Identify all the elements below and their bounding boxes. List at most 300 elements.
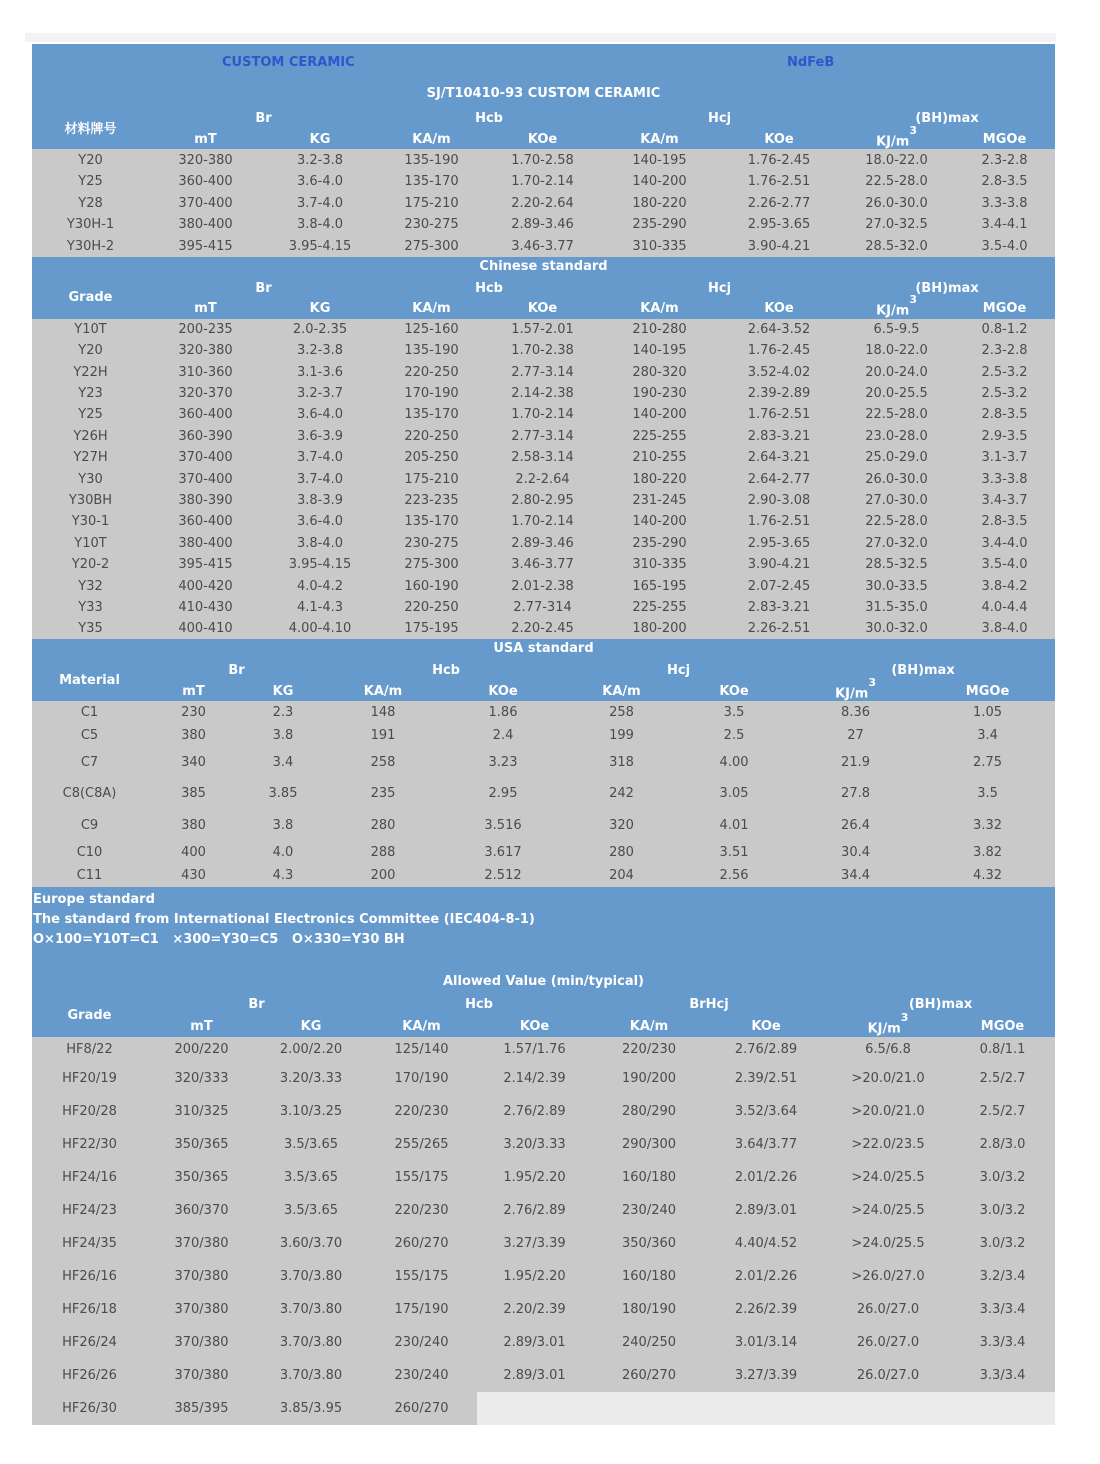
- value-cell: 2.89/3.01: [503, 1335, 566, 1351]
- grade-cell: HF26/30: [62, 1401, 117, 1417]
- value-cell: 21.9: [841, 754, 870, 770]
- value-cell: 240/250: [622, 1335, 677, 1351]
- superscript-3: 3: [909, 124, 917, 137]
- value-cell: 360/370: [174, 1203, 229, 1219]
- table-row: [32, 1037, 1055, 1062]
- value-cell: 3.6-4.0: [296, 174, 344, 190]
- value-cell: 4.0: [272, 844, 294, 860]
- table-row: [32, 810, 1055, 840]
- value-cell: 320-370: [178, 385, 233, 401]
- value-cell: 3.8: [272, 727, 294, 743]
- grade-cell: Y30H-1: [66, 217, 115, 233]
- value-cell: 6.5/6.8: [865, 1042, 911, 1058]
- grade-cell: Y26H: [73, 428, 108, 444]
- table-row: [32, 864, 1055, 887]
- table-row: [32, 1095, 1055, 1128]
- value-cell: 3.7-4.0: [296, 450, 344, 466]
- value-cell: 205-250: [404, 450, 459, 466]
- value-cell: 200-235: [178, 321, 233, 337]
- value-cell: 28.5-32.0: [865, 239, 928, 254]
- value-cell: 160-190: [404, 578, 459, 594]
- value-cell: 3.1-3.6: [296, 364, 344, 380]
- column-unit-header: KA/m: [363, 683, 403, 699]
- grade-cell: Y30-1: [71, 514, 110, 530]
- value-cell: 3.2-3.8: [296, 343, 344, 359]
- value-cell: 3.4-3.7: [981, 492, 1028, 508]
- value-cell: >24.0/25.5: [851, 1203, 925, 1219]
- value-cell: 3.5/3.65: [284, 1203, 338, 1219]
- value-cell: 2.75: [973, 754, 1002, 770]
- value-cell: 1.70-2.14: [511, 174, 574, 190]
- value-cell: 2.76/2.89: [503, 1203, 566, 1219]
- column-unit-header: KA/m: [412, 132, 451, 148]
- grade-cell: HF24/23: [62, 1203, 117, 1219]
- column-unit-header: KA/m: [412, 301, 451, 317]
- column-group-header: BrHcj: [689, 996, 729, 1012]
- value-cell: 2.90-3.08: [747, 492, 811, 508]
- value-cell: 1.57-2.01: [511, 321, 574, 337]
- value-cell: 175-210: [404, 195, 459, 211]
- value-cell: 148: [370, 704, 396, 720]
- value-cell: 2.76/2.89: [503, 1104, 566, 1120]
- europe-standard-note: [32, 887, 1055, 950]
- value-cell: 26.0-30.0: [865, 471, 928, 487]
- value-cell: 2.26-2.51: [747, 621, 811, 637]
- value-cell: 310-335: [632, 557, 687, 573]
- grade-cell: Y33: [78, 599, 103, 615]
- value-cell: 3.27/3.39: [503, 1236, 566, 1252]
- column-group-header: Hcj: [708, 110, 732, 126]
- value-cell: 320-380: [178, 152, 233, 168]
- value-cell: 180-200: [632, 621, 687, 637]
- value-cell: 2.8-3.5: [981, 514, 1028, 530]
- value-cell: 125-160: [404, 321, 459, 337]
- value-cell: 260/270: [394, 1236, 449, 1252]
- value-cell: 140-200: [632, 407, 687, 423]
- grade-column-header: Grade: [67, 1007, 112, 1023]
- column-unit-header: KOe: [764, 132, 794, 148]
- column-group-header: Hcb: [475, 110, 503, 126]
- value-cell: 3.4-4.0: [981, 535, 1028, 551]
- value-cell: 4.1-4.3: [296, 599, 344, 615]
- value-cell: 3.20/3.33: [503, 1137, 566, 1153]
- grade-cell: Y20: [78, 152, 103, 168]
- value-cell: 1.95/2.20: [503, 1269, 566, 1285]
- value-cell: 231-245: [632, 492, 687, 508]
- grade-cell: HF26/24: [62, 1335, 117, 1351]
- value-cell: 320-380: [178, 343, 233, 359]
- value-cell: 3.5-4.0: [981, 557, 1028, 573]
- value-cell: 2.00/2.20: [279, 1042, 343, 1058]
- value-cell: 3.51: [719, 844, 749, 860]
- value-cell: 31.5-35.0: [865, 599, 928, 615]
- grade-cell: HF22/30: [62, 1137, 117, 1153]
- value-cell: [706, 1392, 826, 1425]
- grade-cell: C5: [80, 727, 99, 743]
- value-cell: 3.46-3.77: [511, 239, 574, 254]
- value-cell: 1.95/2.20: [503, 1170, 566, 1186]
- nav-link-custom-ceramic[interactable]: CUSTOM CERAMIC: [222, 55, 355, 70]
- table-row: [32, 1062, 1055, 1095]
- table-row: [32, 193, 1055, 215]
- value-cell: 1.70-2.58: [511, 152, 574, 168]
- value-cell: 230/240: [394, 1368, 449, 1384]
- value-cell: 370-400: [178, 450, 233, 466]
- value-cell: 3.70/3.80: [279, 1302, 343, 1318]
- grade-column-header: 材料牌号: [64, 122, 117, 138]
- value-cell: 400-410: [178, 621, 233, 637]
- value-cell: 2.77-3.14: [511, 428, 574, 444]
- value-cell: 2.39-2.89: [747, 385, 811, 401]
- value-cell: 2.8-3.5: [981, 407, 1028, 423]
- value-cell: 2.3: [272, 704, 294, 720]
- value-cell: 225-255: [632, 428, 687, 444]
- value-cell: 3.85/3.95: [279, 1401, 343, 1417]
- value-cell: 395-415: [178, 557, 233, 573]
- value-cell: 2.58-3.14: [511, 450, 574, 466]
- value-cell: 2.0-2.35: [292, 321, 348, 337]
- superscript-3: 3: [900, 1010, 909, 1024]
- value-cell: 2.83-3.21: [747, 428, 811, 444]
- table-row: [32, 404, 1055, 425]
- value-cell: 4.00-4.10: [288, 621, 352, 637]
- value-cell: 430: [181, 868, 206, 884]
- value-cell: 3.0/3.2: [979, 1170, 1026, 1186]
- value-cell: 225-255: [632, 599, 687, 615]
- table-row: [32, 840, 1055, 864]
- value-cell: 26.0-30.0: [865, 195, 928, 211]
- value-cell: 2.76/2.89: [734, 1042, 798, 1058]
- value-cell: 260/270: [394, 1401, 449, 1417]
- grade-cell: Y10T: [74, 535, 107, 551]
- table-row: [32, 723, 1055, 747]
- value-cell: 2.20-2.64: [511, 195, 574, 211]
- table-row: [32, 777, 1055, 810]
- table-row: [32, 426, 1055, 447]
- value-cell: 26.0/27.0: [856, 1368, 920, 1384]
- table-row: [32, 447, 1055, 468]
- value-cell: 125/140: [394, 1042, 449, 1058]
- value-cell: 3.7-4.0: [296, 195, 344, 211]
- value-cell: 2.64-2.77: [747, 471, 811, 487]
- value-cell: 1.70-2.14: [511, 407, 574, 423]
- grade-cell: Y30H-2: [66, 239, 115, 254]
- column-unit-header: MGOe: [980, 1018, 1025, 1034]
- value-cell: 3.8-3.9: [296, 492, 344, 508]
- table-row: [32, 171, 1055, 193]
- value-cell: 370/380: [174, 1335, 229, 1351]
- value-cell: 380-400: [178, 217, 233, 233]
- column-unit-header: KA/m: [402, 1018, 441, 1034]
- value-cell: 26.4: [841, 817, 870, 833]
- grade-cell: HF24/16: [62, 1170, 117, 1186]
- table-row: [32, 575, 1055, 596]
- value-cell: 310-335: [632, 239, 687, 254]
- table-row: [32, 1293, 1055, 1326]
- table-row: [32, 383, 1055, 404]
- grade-column-header: Grade: [68, 290, 113, 306]
- column-unit-header: $KJ/m^3$: [867, 1010, 909, 1037]
- value-cell: 155/175: [394, 1269, 449, 1285]
- value-cell: 2.512: [484, 868, 522, 884]
- value-cell: 400: [181, 844, 206, 860]
- value-cell: 27.0-32.5: [865, 217, 928, 233]
- value-cell: [950, 1392, 1055, 1425]
- table-row: [32, 1128, 1055, 1161]
- column-unit-header: $KJ/m^3$: [835, 675, 876, 702]
- value-cell: 310/325: [174, 1104, 229, 1120]
- grade-cell: C11: [76, 868, 103, 884]
- column-group-header: (BH)max: [915, 110, 979, 126]
- value-cell: 3.0/3.2: [979, 1236, 1026, 1252]
- value-cell: 210-255: [632, 450, 687, 466]
- value-cell: 155/175: [394, 1170, 449, 1186]
- table-row: [32, 319, 1055, 340]
- value-cell: 230-275: [404, 535, 459, 551]
- value-cell: 3.60/3.70: [279, 1236, 343, 1252]
- grade-cell: Y25: [78, 407, 103, 423]
- value-cell: 2.77-314: [513, 599, 572, 615]
- value-cell: 1.05: [973, 704, 1002, 720]
- value-cell: 380-400: [178, 535, 233, 551]
- grade-cell: Y27H: [73, 450, 108, 466]
- section-europe-and-allowed: [32, 887, 1055, 1425]
- table-row: [32, 468, 1055, 489]
- value-cell: 3.70/3.80: [279, 1368, 343, 1384]
- value-cell: 3.2/3.4: [979, 1269, 1026, 1285]
- value-cell: 2.5: [723, 727, 745, 743]
- value-cell: 160/180: [622, 1269, 677, 1285]
- value-cell: 3.3-3.8: [981, 195, 1028, 211]
- value-cell: 2.8/3.0: [979, 1137, 1026, 1153]
- section-sj-custom-ceramic: [32, 44, 1055, 257]
- value-cell: 280: [370, 817, 396, 833]
- value-cell: 258: [370, 754, 396, 770]
- column-group-header: Hcj: [708, 280, 732, 296]
- value-cell: 4.40/4.52: [734, 1236, 798, 1252]
- value-cell: 255/265: [394, 1137, 449, 1153]
- value-cell: 135-190: [404, 343, 459, 359]
- value-cell: 3.23: [488, 754, 518, 770]
- column-group-header: Br: [255, 280, 272, 296]
- column-group-header: (BH)max: [908, 996, 973, 1012]
- value-cell: 235: [370, 786, 396, 802]
- value-cell: >20.0/21.0: [851, 1104, 925, 1120]
- grade-cell: HF26/16: [62, 1269, 117, 1285]
- value-cell: 8.36: [841, 704, 870, 720]
- value-cell: 3.01/3.14: [734, 1335, 798, 1351]
- value-cell: 3.32: [973, 817, 1002, 833]
- column-unit-header: $KJ/m^3$: [876, 124, 917, 150]
- value-cell: 275-300: [404, 557, 459, 573]
- value-cell: 2.8-3.5: [981, 174, 1028, 190]
- grade-cell: Y20-2: [71, 557, 110, 573]
- table-allowed-value: [32, 993, 1055, 1425]
- value-cell: 400-420: [178, 578, 233, 594]
- column-group-header: Br: [255, 110, 272, 126]
- value-cell: 3.4-4.1: [981, 217, 1028, 233]
- value-cell: 275-300: [404, 239, 459, 254]
- value-cell: 3.52/3.64: [734, 1104, 798, 1120]
- value-cell: 30.4: [841, 844, 870, 860]
- column-unit-header: KOe: [719, 683, 749, 699]
- column-unit-header: MGOe: [965, 683, 1010, 699]
- column-unit-header: mT: [194, 301, 217, 317]
- value-cell: 2.80-2.95: [511, 492, 574, 508]
- column-unit-header: KG: [309, 301, 331, 317]
- value-cell: 190-230: [632, 385, 687, 401]
- value-cell: 175-210: [404, 471, 459, 487]
- column-group-header: Hcb: [475, 280, 503, 296]
- value-cell: 230/240: [394, 1335, 449, 1351]
- value-cell: 190/200: [622, 1071, 677, 1087]
- grade-cell: HF24/35: [62, 1236, 117, 1252]
- value-cell: 191: [370, 727, 396, 743]
- value-cell: 220-250: [404, 428, 459, 444]
- value-cell: 2.39/2.51: [734, 1071, 798, 1087]
- value-cell: 3.2-3.7: [296, 385, 344, 401]
- table-chinese-standard: [32, 277, 1055, 639]
- column-group-header: Br: [228, 662, 245, 678]
- value-cell: 350/365: [174, 1137, 229, 1153]
- table-row: [32, 236, 1055, 258]
- column-unit-header: KOe: [519, 1018, 550, 1034]
- value-cell: 135-190: [404, 152, 459, 168]
- column-unit-header: KA/m: [640, 301, 679, 317]
- value-cell: 3.5: [723, 704, 745, 720]
- value-cell: 2.26/2.39: [734, 1302, 798, 1318]
- value-cell: 3.90-4.21: [747, 239, 811, 254]
- grade-cell: Y28: [78, 195, 103, 211]
- value-cell: 140-200: [632, 174, 687, 190]
- grade-cell: HF26/26: [62, 1368, 117, 1384]
- value-cell: 310-360: [178, 364, 233, 380]
- value-cell: 3.70/3.80: [279, 1335, 343, 1351]
- column-group-header: Hcb: [432, 662, 460, 678]
- nav-link-ndfeb[interactable]: NdFeB: [787, 55, 835, 70]
- table-row: [32, 597, 1055, 618]
- table-row: [32, 1392, 1055, 1425]
- value-cell: 140-195: [632, 152, 687, 168]
- value-cell: 3.3/3.4: [979, 1368, 1026, 1384]
- column-unit-header: MGOe: [982, 301, 1027, 317]
- value-cell: 4.32: [973, 868, 1002, 884]
- value-cell: 3.95-4.15: [288, 239, 352, 254]
- value-cell: 3.8-4.0: [296, 217, 344, 233]
- column-unit-header: KG: [309, 132, 331, 148]
- value-cell: 170/190: [394, 1071, 449, 1087]
- value-cell: 20.0-25.5: [865, 385, 928, 401]
- value-cell: 235-290: [632, 535, 687, 551]
- value-cell: 199: [609, 727, 634, 743]
- value-cell: 242: [609, 786, 634, 802]
- table-row: [32, 554, 1055, 575]
- value-cell: 180-220: [632, 195, 687, 211]
- value-cell: 135-170: [404, 174, 459, 190]
- column-unit-header: KA/m: [602, 683, 641, 699]
- grade-cell: Y20: [78, 343, 103, 359]
- value-cell: 22.5-28.0: [865, 174, 928, 190]
- superscript-3: 3: [868, 675, 876, 689]
- value-cell: 22.5-28.0: [865, 407, 928, 423]
- value-cell: 220/230: [622, 1042, 677, 1058]
- spec-tables-content: [32, 44, 1055, 1425]
- value-cell: 258: [609, 704, 634, 720]
- value-cell: 2.89/3.01: [503, 1368, 566, 1384]
- value-cell: 370/380: [174, 1368, 229, 1384]
- table-row: [32, 361, 1055, 382]
- value-cell: 3.7-4.0: [296, 471, 344, 487]
- value-cell: 2.3-2.8: [981, 152, 1028, 168]
- table-title-sj: SJ/T10410-93 CUSTOM CERAMIC: [426, 86, 661, 101]
- value-cell: 170-190: [404, 385, 459, 401]
- value-cell: 160/180: [622, 1170, 677, 1186]
- table-row: [32, 1260, 1055, 1293]
- value-cell: 3.3-3.8: [981, 471, 1028, 487]
- value-cell: 3.27/3.39: [734, 1368, 798, 1384]
- table-title-allowed-value: Allowed Value (min/typical): [442, 974, 644, 990]
- value-cell: >24.0/25.5: [851, 1236, 925, 1252]
- value-cell: 3.20/3.33: [279, 1071, 343, 1087]
- value-cell: 27: [847, 727, 864, 743]
- column-unit-header: KOe: [527, 132, 558, 148]
- grade-cell: C9: [80, 817, 99, 833]
- value-cell: 2.01/2.26: [734, 1269, 798, 1285]
- value-cell: 20.0-24.0: [865, 364, 928, 380]
- column-unit-header: mT: [182, 683, 205, 699]
- europe-standard-heading: Europe standard: [33, 892, 155, 908]
- column-unit-header: MGOe: [982, 132, 1027, 148]
- value-cell: 220-250: [404, 364, 459, 380]
- value-cell: 3.6-3.9: [296, 428, 344, 444]
- value-cell: 3.6-4.0: [296, 514, 344, 530]
- value-cell: 3.64/3.77: [734, 1137, 798, 1153]
- table-row: [32, 533, 1055, 554]
- column-unit-header: KA/m: [640, 132, 679, 148]
- value-cell: 25.0-29.0: [865, 450, 928, 466]
- value-cell: 380: [181, 727, 206, 743]
- value-cell: 290/300: [622, 1137, 677, 1153]
- value-cell: 27.0-32.0: [865, 535, 928, 551]
- value-cell: 210-280: [632, 321, 687, 337]
- value-cell: 3.5: [977, 786, 998, 802]
- value-cell: 2.64-3.52: [747, 321, 811, 337]
- value-cell: 385/395: [174, 1401, 229, 1417]
- value-cell: 2.5/2.7: [979, 1071, 1026, 1087]
- grade-cell: HF20/28: [62, 1104, 117, 1120]
- value-cell: 395-415: [178, 239, 233, 254]
- value-cell: 18.0-22.0: [865, 152, 928, 168]
- column-unit-header: KOe: [527, 301, 558, 317]
- value-cell: 2.2-2.64: [515, 471, 570, 487]
- value-cell: 1.76-2.51: [747, 174, 811, 190]
- value-cell: 2.07-2.45: [747, 578, 811, 594]
- grade-cell: C1: [80, 704, 99, 720]
- column-unit-header: KOe: [764, 301, 794, 317]
- value-cell: 1.76-2.45: [747, 152, 811, 168]
- value-cell: >20.0/21.0: [851, 1071, 925, 1087]
- value-cell: >22.0/23.5: [851, 1137, 925, 1153]
- value-cell: 320: [609, 817, 634, 833]
- value-cell: 385: [181, 786, 206, 802]
- value-cell: 175/190: [394, 1302, 449, 1318]
- value-cell: 3.3/3.4: [979, 1335, 1026, 1351]
- value-cell: 2.9-3.5: [981, 428, 1028, 444]
- value-cell: 2.95: [488, 786, 518, 802]
- value-cell: 3.8-4.0: [296, 535, 344, 551]
- table-row: [32, 340, 1055, 361]
- value-cell: 1.76-2.45: [747, 343, 811, 359]
